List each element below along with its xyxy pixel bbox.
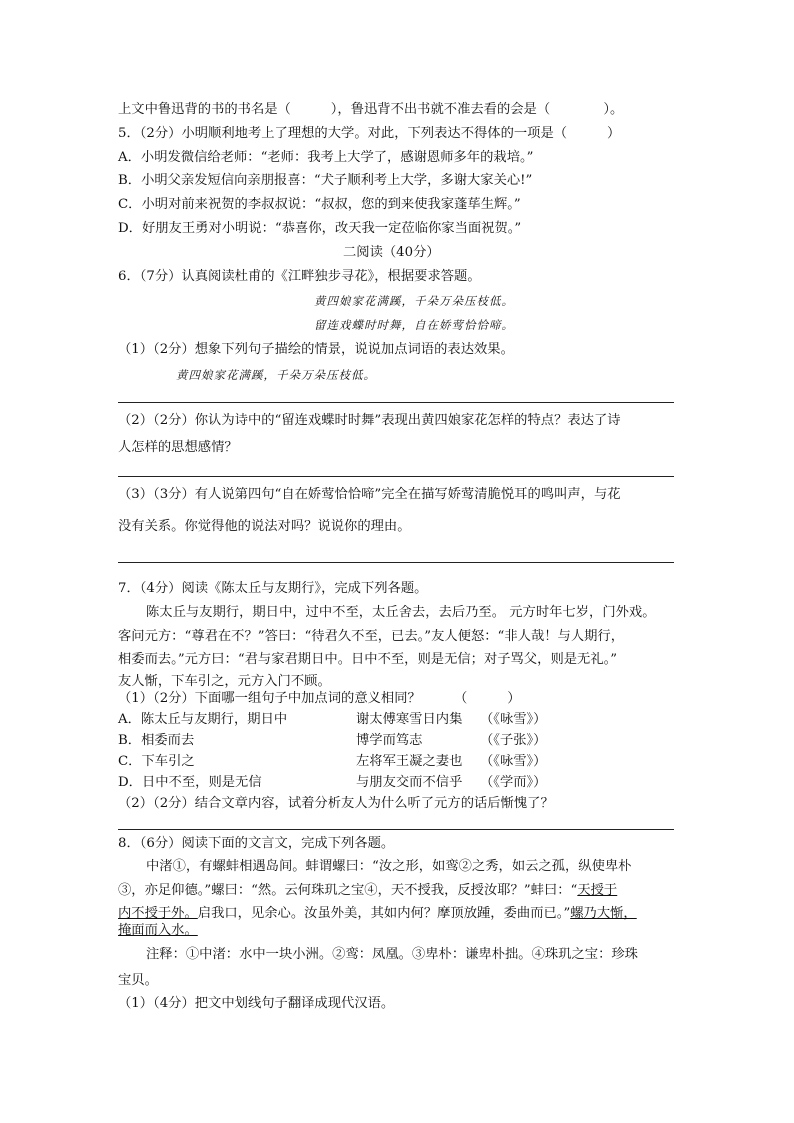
option-compare: 博学而笃志	[356, 733, 423, 748]
underlined-sentence: 掩面而入水。	[118, 923, 198, 938]
q6-sub1-quote: 黄四娘家花满蹊，千朵万朵压枝低。	[176, 368, 376, 382]
q8-passage-line-1: 中渚①，有螺蚌相遇岛间。蚌谓螺曰：“汝之形，如鸾②之秀，如云之孤，纵使卑朴	[146, 859, 632, 874]
passage-text: ③，亦足仰德。”螺曰：“然。云何珠玑之宝④，天不授我，反授汝耶？”蚌曰：“	[118, 883, 578, 898]
q7-stem: 7．（4分）阅读《陈太丘与友期行》，完成下列各题。	[118, 581, 428, 596]
q5-option-b: B．小明父亲发短信向亲朋报喜：“犬子顺利考上大学，多谢大家关心!”	[118, 173, 533, 188]
q5-stem: 5．（2分）小明顺利地考上了理想的大学。对此，下列表达不得体的一项是（ ）	[118, 126, 621, 141]
q8-note-line-1: 注释：①中渚：水中一块小洲。②鸾：凤凰。③卑朴：谦卑朴拙。④珠玑之宝：珍珠	[146, 947, 638, 962]
q6-sub1: （1）（2分）想象下列句子描绘的情景，说说加点词语的表达效果。	[118, 342, 514, 357]
option-compare: 与朋友交而不信乎	[356, 775, 463, 790]
option-compare: 左将军王凝之妻也	[356, 754, 463, 769]
answer-line	[118, 562, 674, 563]
section-heading: 二阅读（40分）	[343, 245, 440, 260]
q5-option-d: D．好朋友王勇对小明说：“恭喜你，改天我一定莅临你家当面祝贺。”	[118, 221, 522, 236]
option-source: （《子张》）	[480, 733, 547, 748]
q6-sub2-line-1: （2）（2分）你认为诗中的“留连戏蝶时时舞”表现出黄四娘家花怎样的特点？表达了诗	[118, 413, 621, 428]
q5-option-a: A．小明发微信给老师：“老师：我考上大学了，感谢恩师多年的栽培。”	[118, 150, 534, 165]
q6-sub3-line-2: 没有关系。你觉得他的说法对吗？说说你的理由。	[118, 519, 411, 534]
passage-text: 启我口，见余心。汝虽外美，其如内何？摩顶放踵，委曲而已。”	[197, 906, 571, 921]
answer-line	[118, 402, 674, 403]
q8-sub1: （1）（4分）把文中划线句子翻译成现代汉语。	[118, 996, 395, 1011]
option-sentence: D．日中不至，则是无信	[118, 775, 262, 790]
underlined-sentence: 内不授于外。	[118, 906, 198, 921]
option-sentence: B．相委而去	[118, 733, 195, 748]
q7-passage-line-2: 客问元方：“尊君在不？”答曰：“待君久不至，已去。”友人便怒：“非人哉！与人期行，	[118, 629, 625, 644]
option-compare: 谢太傅寒雪日内集	[356, 712, 463, 727]
option-sentence: C．下车引之	[118, 754, 195, 769]
q7-sub2: （2）（2分）结合文章内容，试着分析友人为什么听了元方的话后惭愧了？	[118, 796, 554, 811]
q8-note-line-2: 宝贝。	[118, 973, 158, 988]
q4-tail: 上文中鲁迅背的书的书名是（ ），鲁迅背不出书就不准去看的会是（ ）。	[118, 102, 624, 117]
q6-poem-line-1: 黄四娘家花满蹊，千朵万朵压枝低。	[314, 294, 514, 308]
q5-option-c: C．小明对前来祝贺的李叔叔说：“叔叔，您的到来使我家蓬荜生辉。”	[118, 197, 521, 212]
q8-passage-line-2	[118, 882, 617, 900]
option-source: （《学而》）	[480, 775, 547, 790]
option-source: （《咏雪》）	[480, 754, 547, 769]
q8-passage-line-4	[118, 922, 198, 940]
q6-sub2-line-2: 人怎样的思想感情？	[118, 440, 238, 455]
answer-line	[118, 476, 674, 477]
q7-passage-line-1: 陈太丘与友期行，期日中，过中不至，太丘舍去，去后乃至。 元方时年七岁，门外戏。	[146, 605, 656, 620]
underlined-sentence: 天授于	[577, 883, 618, 898]
q7-passage-line-3: 相委而去。”元方曰：“君与家君期日中。日中不至，则是无信；对子骂父，则是无礼。”	[118, 652, 618, 667]
q8-passage-line-3	[118, 905, 637, 923]
q8-stem: 8．（6分）阅读下面的文言文，完成下列各题。	[118, 836, 395, 851]
q6-sub3-line-1: （3）（3分）有人说第四句“自在娇莺恰恰啼”完全在描写娇莺清脆悦耳的鸣叫声，与花	[118, 487, 621, 502]
q6-poem-line-2: 留连戏蝶时时舞，自在娇莺恰恰啼。	[314, 318, 514, 332]
option-sentence: A．陈太丘与友期行，期日中	[118, 712, 288, 727]
q7-passage-line-4: 友人惭，下车引之，元方入门不顾。	[118, 674, 331, 689]
option-source: （《咏雪》）	[480, 712, 547, 727]
underlined-sentence: 螺乃大惭，	[570, 906, 637, 921]
q6-stem: 6．（7分）认真阅读杜甫的《江畔独步寻花》，根据要求答题。	[118, 269, 481, 284]
q7-sub1-stem: （1）（2分）下面哪一组句子中加点词的意义相同？ （ ）	[118, 691, 521, 706]
answer-line	[118, 829, 674, 830]
